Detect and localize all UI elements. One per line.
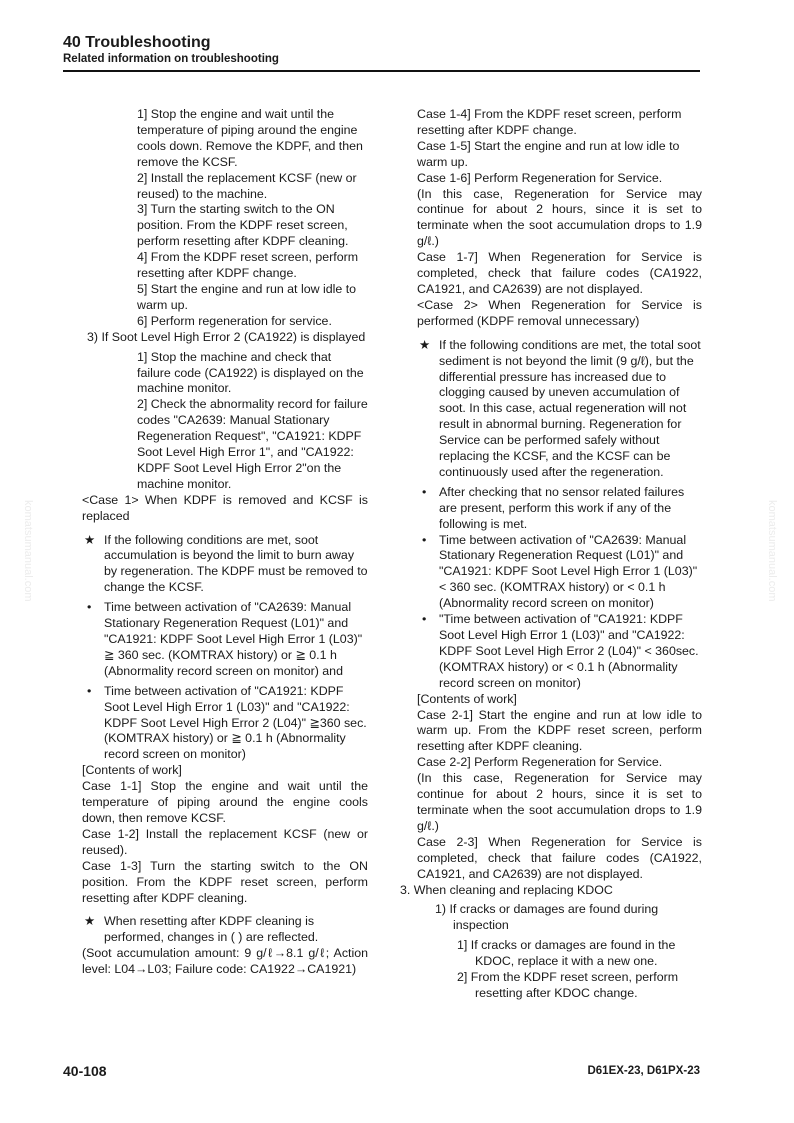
step-4: 4] From the KDPF reset screen, perform resetting after KDPF change. xyxy=(137,250,359,281)
case-1-1: Case 1-1] Stop the engine and wait until the temperature of piping around the engine cools down, then remove KCSF. xyxy=(82,779,368,825)
case-2-1: Case 2-1] Start the engine and run at low idle to warm up. From the KDPF reset screen, perform resetting after KDPF cleaning. xyxy=(417,707,702,754)
watermark-right: komatsumanual.com xyxy=(766,500,778,602)
bullet-4: • Time between activation of "CA2639: Manual Stationary Regeneration Request (L01)" and "CA1921: KDPF Soot Level High Error 1 (L03)" < 360 sec. (KOMTRAX history) or < 0.1 h (Abnormality record screen on monitor) xyxy=(422,532,698,611)
step-3: 3] Turn the starting switch to the ON position. From the KDPF reset screen, perform resetting after KDPF cleaning. xyxy=(137,202,349,249)
bullet-5: • "Time between activation of "CA1921: KDPF Soot Level High Error 1 (L03)" and "CA1922: KDPF Soot Level High Error 2 (L04)" < 360sec. (KOMTRAX history) or < 0.1 h (Abnormality record screen on monitor) xyxy=(422,612,699,690)
bullet-icon: • xyxy=(422,612,427,627)
left-column xyxy=(82,107,368,978)
section-subtitle: Related information on troubleshooting xyxy=(63,53,279,65)
bullet-2: • Time between activation of "CA1921: KDPF Soot Level High Error 1 (L03)" and "CA1922: KDPF Soot Level High Error 2 (L04)" ≧360 sec. (KOMTRAX history) or ≧ 0.1 h (Abnormality record screen on monitor) xyxy=(87,683,367,762)
chapter-title: 40 Troubleshooting xyxy=(63,34,211,51)
step-6: 6] Perform regeneration for service. xyxy=(137,313,332,328)
case-1-3: Case 1-3] Turn the starting switch to the ON position. From the KDPF reset screen, perform resetting after KDPF cleaning. xyxy=(82,858,368,905)
bullet-icon: • xyxy=(87,600,92,615)
kdoc-1-2: 2] From the KDPF reset screen, perform resetting after KDOC change. xyxy=(457,970,679,1000)
star-icon: ★ xyxy=(84,914,96,929)
right-column xyxy=(400,107,702,1002)
bullet-icon: • xyxy=(422,484,427,499)
kdoc-1-1: 1] If cracks or damages are found in the KDOC, replace it with a new one. xyxy=(457,938,676,969)
note-star-3: ★ If the following conditions are met, the total soot sediment is not beyond the limit (9 g/ℓ), but the differential pressure has increased due to clogging caused by uneven accumulation of soot. In this case, actual regeneration will not result in abnormal burning. Regeneration for Service can be performed safely without replacing the KCSF, and the KCSF can be continuously used after the regeneration. xyxy=(419,337,701,479)
heading-kdoc: 3. When cleaning and replacing KDOC xyxy=(400,882,613,897)
case-1-2: Case 1-2] Install the replacement KCSF (new or reused). xyxy=(82,826,368,857)
contents-of-work: [Contents of work] xyxy=(417,691,517,706)
note-star-2: ★ When resetting after KDPF cleaning is performed, changes in ( ) are reflected. xyxy=(84,914,319,945)
bullet-icon: • xyxy=(422,532,427,547)
case-1-heading: <Case 1> When KDPF is removed and KCSF is replaced xyxy=(82,492,368,523)
case-1-4: Case 1-4] From the KDPF reset screen, perform resetting after KDPF change. xyxy=(417,107,682,137)
check-2: 2] Check the abnormality record for failure codes "CA2639: Manual Stationary Regeneration Request", "CA1921: KDPF Soot Level High Error 1", and "CA1922: KDPF Soot Level High Error 2"on the machine monitor. xyxy=(137,397,368,491)
step-2: 2] Install the replacement KCSF (new or reused) to the machine. xyxy=(137,170,357,201)
page-number: 40-108 xyxy=(63,1063,107,1079)
case-1-7: Case 1-7] When Regeneration for Service is completed, check that failure codes (CA1922, CA1921, and CA2639) are not displayed. xyxy=(417,250,702,296)
bullet-3: • After checking that no sensor related failures are present, perform this work if any of the following is met. xyxy=(422,484,685,531)
contents-of-work: [Contents of work] xyxy=(82,763,182,778)
heading-3: 3) If Soot Level High Error 2 (CA1922) is displayed xyxy=(87,329,366,344)
case-2-heading: <Case 2> When Regeneration for Service is performed (KDPF removal unnecessary) xyxy=(417,297,702,328)
note-star-1: ★ If the following conditions are met, soot accumulation is beyond the limit to burn away by regeneration. The KDPF must be removed to change the KCSF. xyxy=(84,532,368,595)
model-number: D61EX-23, D61PX-23 xyxy=(587,1065,700,1077)
check-1: 1] Stop the machine and check that failure code (CA1922) is displayed on the machine monitor. xyxy=(137,349,364,396)
bullet-icon: • xyxy=(87,683,92,698)
case-1-6: Case 1-6] Perform Regeneration for Service. xyxy=(417,170,663,185)
star-icon: ★ xyxy=(419,337,431,352)
case-2-2-note: (In this case, Regeneration for Service may continue for about 2 hours, since it is set to terminate when the soot accumulation drops to 1.9 g/ℓ.) xyxy=(417,771,702,833)
step-5: 5] Start the engine and run at low idle to warm up. xyxy=(137,281,357,312)
case-2-3: Case 2-3] When Regeneration for Service is completed, check that failure codes (CA1922, CA1921, and CA2639) are not displayed. xyxy=(417,834,702,881)
case-2-2: Case 2-2] Perform Regeneration for Service. xyxy=(417,755,663,770)
case-1-5: Case 1-5] Start the engine and run at low idle to warm up. xyxy=(417,138,680,169)
header-rule xyxy=(63,70,700,72)
case-1-6-note: (In this case, Regeneration for Service may continue for about 2 hours, since it is set to terminate when the soot accumulation drops to 1.9 g/ℓ.) xyxy=(417,186,702,249)
star-icon: ★ xyxy=(84,532,96,547)
step-1: 1] Stop the engine and wait until the temperature of piping around the engine cools down. Remove the KDPF, and then remove the KCSF. xyxy=(137,107,363,169)
bullet-1: • Time between activation of "CA2639: Manual Stationary Regeneration Request (L01)" and "CA1921: KDPF Soot Level High Error 1 (L03)" ≧ 360 sec. (KOMTRAX history) or ≧ 0.1 h (Abnormality record screen on monitor) and xyxy=(87,600,363,678)
soot-change-note: (Soot accumulation amount: 9 g/ℓ→8.1 g/ℓ; Action level: L04→L03; Failure code: CA1922→CA1921) xyxy=(82,946,368,977)
kdoc-1: 1) If cracks or damages are found during inspection xyxy=(435,902,659,933)
watermark-left: komatsumanual.com xyxy=(22,500,34,602)
